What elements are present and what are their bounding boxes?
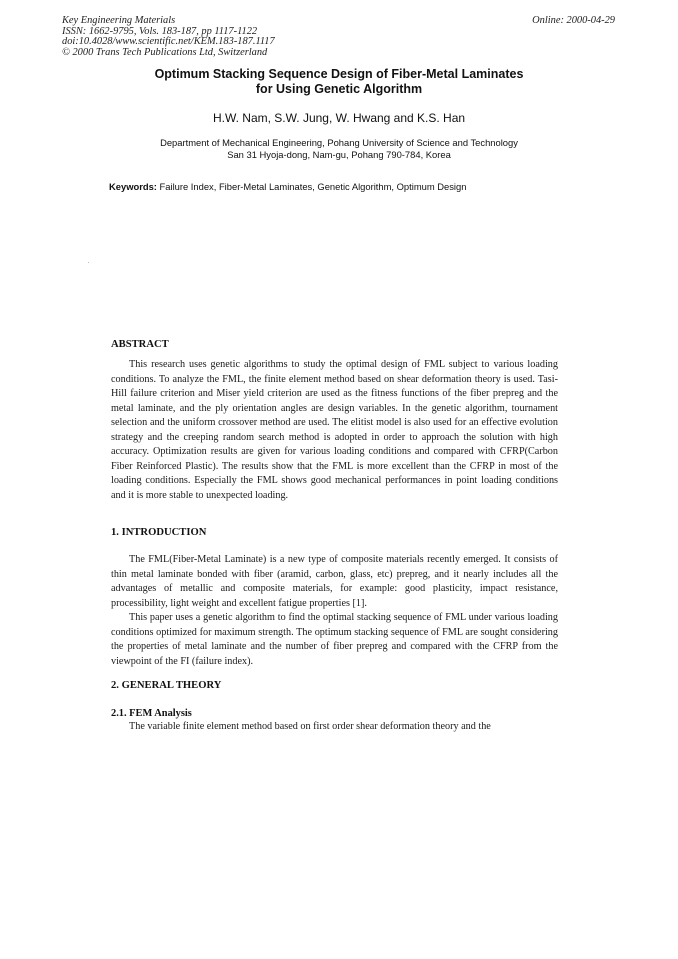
online-date: Online: 2000-04-29 <box>532 15 615 26</box>
keywords-list: Failure Index, Fiber-Metal Laminates, Genetic Algorithm, Optimum Design <box>159 181 467 192</box>
affiliation-line-1: Department of Mechanical Engineering, Pohang University of Science and Technology <box>160 137 518 148</box>
issn-line: ISSN: 1662-9795, Vols. 183-187, pp 1117-1122 <box>62 25 258 37</box>
affiliation <box>80 137 598 161</box>
title-line-2: for Using Genetic Algorithm <box>255 82 423 96</box>
doi-line: doi:10.4028/www.scientific.net/KEM.183-187.1117 <box>62 36 275 48</box>
fem-analysis-heading: 2.1. FEM Analysis <box>111 708 192 719</box>
fem-analysis-paragraph: The variable finite element method based on first order shear deformation theory and the <box>129 721 491 732</box>
keywords-label: Keywords: <box>109 181 157 192</box>
title-line-1: Optimum Stacking Sequence Design of Fiber-Metal Laminates <box>154 67 524 81</box>
abstract-heading: ABSTRACT <box>111 339 169 350</box>
introduction-paragraph-1: The FML(Fiber-Metal Laminate) is a new type of composite materials recently emerged. It consists of thin metal laminate bonded with fiber (aramid, carbon, glass, etc) prepreg, and it nearly includes all the advantages of metallic and composite materials, for example: good plasticity, impact resistance, processibility, light weight and excellent fatigue properties [1]. <box>111 554 558 609</box>
copyright-line: © 2000 Trans Tech Publications Ltd, Switzerland <box>62 46 268 58</box>
introduction-paragraph-2: This paper uses a genetic algorithm to find the optimal stacking sequence of FML under various loading conditions optimized for maximum strength. The optimum stacking sequence of FML are sought considering the properties of metal laminate and the number of fiber prepreg and compared with the CFRP from the viewpoint of the FI (failure index). <box>111 612 558 667</box>
journal-header <box>62 16 482 58</box>
general-theory-heading: 2. GENERAL THEORY <box>111 680 222 691</box>
abstract-paragraph: This research uses genetic algorithms to study the optimal design of FML subject to various loading conditions. To analyze the FML, the finite element method based on shear deformation theory is used. Tasi-Hill failure criterion and Miser yield criterion are used as the fitness functions of the fiber prepreg and the metal laminate, and the ply orientation angles are design variables. In the genetic algorithm, tournament selection and the uniform crossover method are used. The elitist model is also used for an effective evolution strategy and the creeping random search method is adopted in order to approach the solution with high accuracy. Optimization results are given for various loading conditions and compared with CFRP(Carbon Fiber Reinforced Plastic). The results show that the FML is more excellent than the CFRP in most of the loading conditions. Especially the FML shows good mechanical performances in point loading conditions and it is more stable to unexpected loading. <box>111 359 558 501</box>
keywords <box>109 181 589 193</box>
authors: H.W. Nam, S.W. Jung, W. Hwang and K.S. Han <box>212 111 466 125</box>
paper-title <box>100 67 578 97</box>
journal-name: Key Engineering Materials <box>62 15 176 26</box>
affiliation-line-2: San 31 Hyoja-dong, Nam-gu, Pohang 790-784, Korea <box>227 149 451 160</box>
introduction-heading: 1. INTRODUCTION <box>111 527 207 538</box>
scan-speck <box>88 262 89 263</box>
